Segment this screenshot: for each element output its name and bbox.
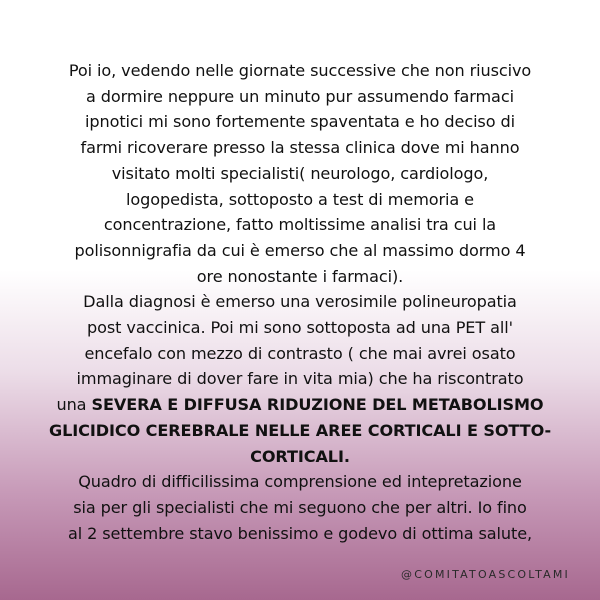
testimony-text	[14, 58, 586, 546]
text-line: ore nonostante i farmaci).	[196, 266, 404, 286]
text-line: polisonnigrafia da cui è emerso che al massimo dormo 4	[74, 240, 526, 260]
text-line: sia per gli specialisti che mi seguono che per altri. Io fino	[73, 497, 527, 517]
text-line: immaginare di dover fare in vita mia) che ha riscontrato	[76, 369, 524, 389]
text-line: Dalla diagnosi è emerso una verosimile polineuropatia	[83, 292, 517, 312]
text-line: Poi io, vedendo nelle giornate successive che non riuscivo	[68, 61, 532, 80]
emphasis-line	[14, 392, 586, 418]
text-line: farmi ricoverare presso la stessa clinica dove mi hanno	[80, 138, 520, 158]
emphasis-prefix: una	[56, 395, 92, 415]
text-line: post vaccinica. Poi mi sono sottoposta ad una PET all'	[87, 318, 513, 338]
text-line: encefalo con mezzo di contrasto ( che mai avrei osato	[84, 343, 516, 363]
text-line: logopedista, sottoposto a test di memoria e	[126, 189, 474, 209]
text-line: a dormire neppure un minuto pur assumendo farmaci	[86, 86, 514, 106]
emphasis-line: GLICIDICO CEREBRALE NELLE AREE CORTICALI E SOTTO-	[48, 420, 552, 440]
text-line: visitato molti specialisti( neurologo, cardiologo,	[111, 163, 489, 183]
text-line: concentrazione, fatto moltissime analisi tra cui la	[103, 215, 497, 235]
text-line: al 2 settembre stavo benissimo e godevo di ottima salute,	[67, 523, 533, 543]
account-handle: @COMITATOASCOLTAMI	[401, 568, 570, 581]
text-line: ipnotici mi sono fortemente spaventata e ho deciso di	[85, 112, 515, 132]
emphasis-line: CORTICALI.	[250, 446, 350, 466]
emphasis-text: SEVERA E DIFFUSA RIDUZIONE DEL METABOLISMO	[91, 395, 544, 415]
text-line: Quadro di difficilissima comprensione ed intepretazione	[78, 472, 522, 492]
